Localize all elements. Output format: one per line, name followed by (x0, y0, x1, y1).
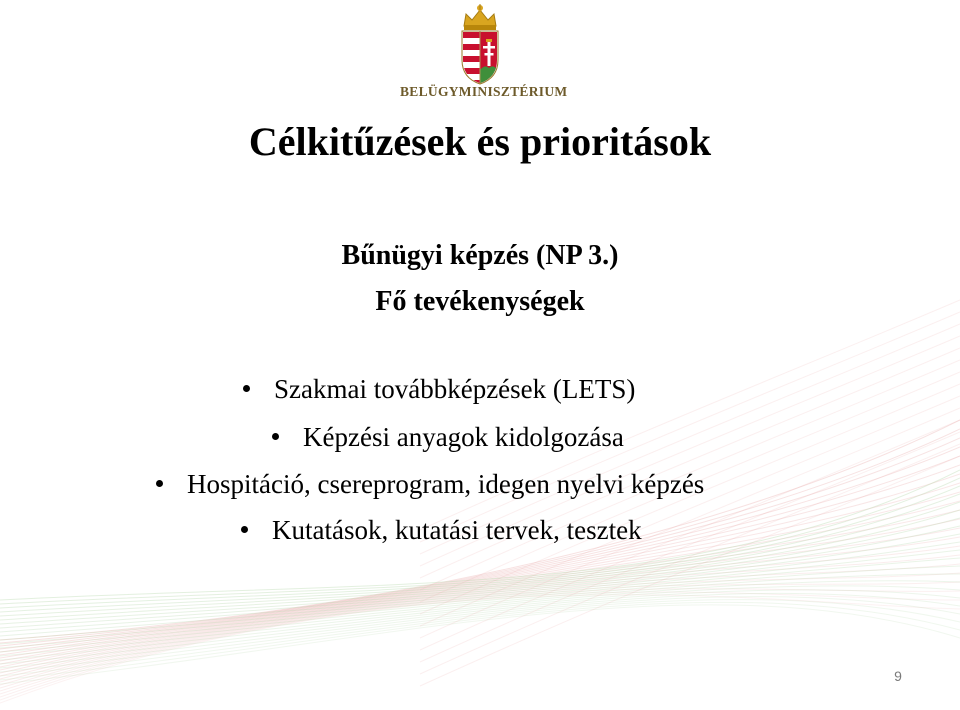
ministry-name: BELÜGYMINISZTÉRIUM (400, 84, 568, 99)
bullet-dot-icon (243, 385, 250, 392)
bullet-item (241, 515, 642, 546)
bullet-dot-icon (241, 526, 248, 533)
subtitle-program: Bűnügyi képzés (NP 3.) (341, 240, 619, 271)
bullet-dot-icon (156, 480, 163, 487)
bullet-item (156, 469, 704, 500)
bullet-text: Kutatások, kutatási tervek, tesztek (272, 515, 642, 545)
bullet-text: Hospitáció, csereprogram, idegen nyelvi képzés (187, 469, 705, 499)
bullet-text: Képzési anyagok kidolgozása (303, 422, 624, 452)
bullet-item (272, 422, 624, 453)
slide-title: Célkitűzések és prioritások (248, 119, 712, 164)
bullet-item (243, 374, 635, 405)
page-number: 9 (894, 668, 902, 684)
bullet-text: Szakmai továbbképzések (LETS) (274, 374, 636, 404)
subtitle-activities: Fő tevékenységek (375, 286, 585, 317)
bullet-dot-icon (272, 433, 279, 440)
ministry-logo (400, 4, 568, 102)
hungarian-coat-of-arms-icon (458, 4, 502, 86)
